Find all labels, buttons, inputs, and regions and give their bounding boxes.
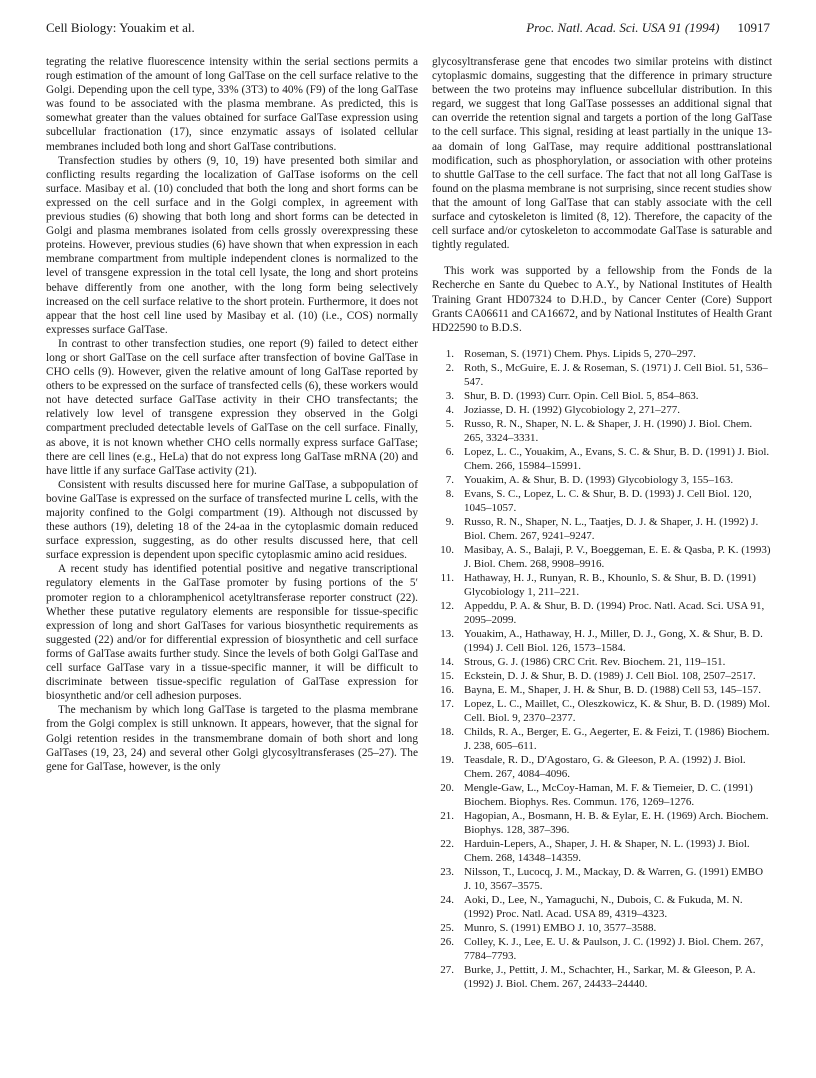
reference-number: 2. bbox=[445, 361, 454, 374]
reference-number: 15. bbox=[440, 669, 454, 682]
reference-text: Burke, J., Pettitt, J. M., Schachter, H., Sarkar, M. & Gleeson, P. A. (1992) J. Biol. Chem. 267, 24433–24440. bbox=[464, 963, 756, 990]
reference-item bbox=[432, 809, 772, 837]
paragraph-continuation: glycosyltransferase gene that encodes two similar proteins with distinct cytoplasmic domains, suggesting that the difference in primary structure between the two proteins may influence subcellular distribution. In this regard, we suggest that long GalTase possesses an additional signal that can override the retention signal and targets a portion of the long GalTase to the cell surface. This signal, residing at least partially in the unique 13-aa domain of long GalTase, may require additional posttranslational modification, such as phosphorylation, or association with other proteins to shuttle GalTase to the cell surface. The fact that not all long GalTase is found on the plasma membrane is not surprising, since recent studies show that the amount of long GalTase that can stably associate with the cell surface and cytoskeleton is limited (8, 12). Therefore, the capacity of the cell surface and/or cytoskeleton to accommodate GalTase is saturable and tightly regulated. bbox=[432, 56, 772, 252]
reference-number: 10. bbox=[440, 543, 454, 556]
reference-text: Munro, S. (1991) EMBO J. 10, 3577–3588. bbox=[464, 921, 657, 934]
reference-number: 7. bbox=[445, 473, 454, 486]
paragraph-transfection-studies: Transfection studies by others (9, 10, 19) have presented both similar and conflicting results regarding the localization of GalTase isoforms on the cell surface. Masibay et al. (10) concluded that both the long and short forms can be expressed on the cell surface and in the Golgi complex, in agreement with previous studies (6) showing that both long and short forms can be detected in Golgi and plasma membranes isolated from cells grossly overexpressing these proteins. However, previous studies (6) have shown that when expression in each membrane compartment from multiple independent clones is normalized to the level of transgene expression in the total cell lysate, the long and short proteins behave differently from one another, with the long form being selectively increased on the cell surface relative to the short protein. Furthermore, it does not appear that the host cell line used by Masibay et al. (10) (i.e., COS) normally expresses surface GalTase. bbox=[46, 154, 418, 336]
reference-text: Harduin-Lepers, A., Shaper, J. H. & Shaper, N. L. (1993) J. Biol. Chem. 268, 14348–14359. bbox=[464, 837, 750, 864]
reference-text: Youakim, A., Hathaway, H. J., Miller, D. J., Gong, X. & Shur, B. D. (1994) J. Cell Biol. 126, 1573–1584. bbox=[464, 627, 763, 654]
reference-item bbox=[432, 753, 772, 781]
paragraph-regulatory-elements: A recent study has identified potential positive and negative transcriptional regulatory elements in the GalTase promoter by fusing portions of the 5′ promoter region to a chloramphenicol acetyltransferase reporter construct (22). Whether these putative regulatory elements are responsible for tissue-specific expression of long and short GalTases for various biosynthetic requirements as suggested (22) and/or for differential expression of biosynthetic and cell surface forms of GalTase awaits further study. Since the levels of both Golgi GalTase and cell surface GalTase vary in a tissue-specific manner, it will be difficult to discriminate between tissue-specific regulation of GalTase expression for biosynthetic and/or cell adhesion purposes. bbox=[46, 563, 418, 703]
reference-text: Teasdale, R. D., D'Agostaro, G. & Gleeson, P. A. (1992) J. Biol. Chem. 267, 4084–4096. bbox=[464, 753, 746, 780]
reference-text: Nilsson, T., Lucocq, J. M., Mackay, D. & Warren, G. (1991) EMBO J. 10, 3567–3575. bbox=[464, 865, 764, 892]
reference-item bbox=[432, 571, 772, 599]
reference-number: 3. bbox=[445, 389, 454, 402]
reference-number: 21. bbox=[440, 809, 454, 822]
reference-item bbox=[432, 347, 772, 361]
reference-number: 25. bbox=[440, 921, 454, 934]
reference-number: 18. bbox=[440, 725, 454, 738]
reference-item bbox=[432, 389, 772, 403]
page-number: 10917 bbox=[737, 20, 770, 35]
paragraph-cho-cells: In contrast to other transfection studies, one report (9) failed to detect either long or short GalTase on the cell surface after transfection of bovine GalTase in CHO cells (9). However, given the relative amount of long GalTase reported by others to be expressed on the surface of transfected cells (6), these workers would not have detected surface GalTase activity in their CHO transfectants; the relatively low level of transgene expression they observed in the Golgi compartment precluded detectable levels of GalTase on the cell surface. Finally, as above, it is not known whether CHO cells normally express surface GalTase; there are cell lines (e.g., HeLa) that do not express long GalTase mRNA (20) and have little if any surface GalTase activity (21). bbox=[46, 337, 418, 477]
reference-number: 8. bbox=[445, 487, 454, 500]
reference-number: 23. bbox=[440, 865, 454, 878]
reference-item bbox=[432, 697, 772, 725]
reference-text: Roseman, S. (1971) Chem. Phys. Lipids 5, 270–297. bbox=[464, 347, 696, 360]
reference-text: Joziasse, D. H. (1992) Glycobiology 2, 271–277. bbox=[464, 403, 681, 416]
reference-item bbox=[432, 361, 772, 389]
reference-text: Strous, G. J. (1986) CRC Crit. Rev. Biochem. 21, 119–151. bbox=[464, 655, 726, 668]
reference-number: 19. bbox=[440, 753, 454, 766]
reference-text: Appeddu, P. A. & Shur, B. D. (1994) Proc. Natl. Acad. Sci. USA 91, 2095–2099. bbox=[464, 599, 765, 626]
paragraph-targeting-mechanism: The mechanism by which long GalTase is targeted to the plasma membrane from the Golgi complex is still unknown. It appears, however, that the signal for Golgi retention resides in the transmembrane domain of both short and long GalTases (19, 23, 24) and several other Golgi glycosyltransferases (25–27). The gene for GalTase, however, is the only bbox=[46, 704, 418, 773]
reference-item bbox=[432, 417, 772, 445]
reference-text: Aoki, D., Lee, N., Yamaguchi, N., Dubois, C. & Fukuda, M. N. (1992) Proc. Natl. Acad. USA 89, 4319–4323. bbox=[464, 893, 743, 920]
reference-item bbox=[432, 865, 772, 893]
reference-item bbox=[432, 683, 772, 697]
reference-number: 6. bbox=[445, 445, 454, 458]
reference-text: Russo, R. N., Shaper, N. L., Taatjes, D. J. & Shaper, J. H. (1992) J. Biol. Chem. 267, 9241–9247. bbox=[464, 515, 759, 542]
reference-number: 16. bbox=[440, 683, 454, 696]
reference-number: 26. bbox=[440, 935, 454, 948]
reference-item bbox=[432, 963, 772, 991]
reference-item bbox=[432, 515, 772, 543]
left-column bbox=[46, 55, 418, 774]
reference-item bbox=[432, 893, 772, 921]
reference-item bbox=[432, 403, 772, 417]
reference-text: Evans, S. C., Lopez, L. C. & Shur, B. D. (1993) J. Cell Biol. 120, 1045–1057. bbox=[464, 487, 752, 514]
reference-text: Eckstein, D. J. & Shur, B. D. (1989) J. Cell Biol. 108, 2507–2517. bbox=[464, 669, 756, 682]
journal-citation: Proc. Natl. Acad. Sci. USA 91 (1994) bbox=[526, 20, 720, 35]
reference-text: Roth, S., McGuire, E. J. & Roseman, S. (1971) J. Cell Biol. 51, 536–547. bbox=[464, 361, 768, 388]
reference-number: 14. bbox=[440, 655, 454, 668]
running-header bbox=[46, 20, 770, 40]
reference-item bbox=[432, 473, 772, 487]
reference-item bbox=[432, 921, 772, 935]
reference-item bbox=[432, 781, 772, 809]
reference-text: Youakim, A. & Shur, B. D. (1993) Glycobiology 3, 155–163. bbox=[464, 473, 734, 486]
reference-number: 27. bbox=[440, 963, 454, 976]
reference-number: 9. bbox=[445, 515, 454, 528]
reference-text: Lopez, L. C., Maillet, C., Oleszkowicz, K. & Shur, B. D. (1989) Mol. Cell. Biol. 9, 2370–2377. bbox=[464, 697, 770, 724]
reference-item bbox=[432, 543, 772, 571]
reference-number: 12. bbox=[440, 599, 454, 612]
reference-number: 11. bbox=[440, 571, 454, 584]
reference-text: Shur, B. D. (1993) Curr. Opin. Cell Biol. 5, 854–863. bbox=[464, 389, 699, 402]
reference-text: Bayna, E. M., Shaper, J. H. & Shur, B. D. (1988) Cell 53, 145–157. bbox=[464, 683, 762, 696]
reference-number: 22. bbox=[440, 837, 454, 850]
reference-number: 24. bbox=[440, 893, 454, 906]
reference-list bbox=[432, 347, 772, 991]
reference-number: 20. bbox=[440, 781, 454, 794]
reference-item bbox=[432, 627, 772, 655]
reference-number: 5. bbox=[445, 417, 454, 430]
reference-text: Masibay, A. S., Balaji, P. V., Boeggeman, E. E. & Qasba, P. K. (1993) J. Biol. Chem. 268, 9908–9916. bbox=[464, 543, 771, 570]
header-section-authors: Cell Biology: Youakim et al. bbox=[46, 20, 195, 35]
reference-number: 13. bbox=[440, 627, 454, 640]
reference-number: 4. bbox=[445, 403, 454, 416]
right-column bbox=[432, 55, 772, 991]
reference-item bbox=[432, 935, 772, 963]
reference-item bbox=[432, 487, 772, 515]
header-journal-info bbox=[526, 20, 770, 36]
reference-item bbox=[432, 725, 772, 753]
paragraph-continued: tegrating the relative fluorescence intensity within the serial sections permits a rough estimation of the amount of long GalTase on the cell surface relative to the Golgi. Depending upon the cell type, 33% (3T3) to 40% (F9) of the long GalTase was found to be associated with the plasma membrane. As predicted, this is somewhat greater than the values obtained for surface GalTase expression using subcellular fractionation (17), since enzymatic assays of isolated cellular membranes included both long and short GalTase contributions. bbox=[46, 56, 418, 153]
reference-text: Russo, R. N., Shaper, N. L. & Shaper, J. H. (1990) J. Biol. Chem. 265, 3324–3331. bbox=[464, 417, 753, 444]
reference-text: Mengle-Gaw, L., McCoy-Haman, M. F. & Tiemeier, D. C. (1991) Biochem. Biophys. Res. Commun. 176, 1269–1276. bbox=[464, 781, 753, 808]
reference-item bbox=[432, 599, 772, 627]
reference-text: Childs, R. A., Berger, E. G., Aegerter, E. & Feizi, T. (1986) Biochem. J. 238, 605–611. bbox=[464, 725, 770, 752]
reference-text: Colley, K. J., Lee, E. U. & Paulson, J. C. (1992) J. Biol. Chem. 267, 7784–7793. bbox=[464, 935, 764, 962]
reference-text: Lopez, L. C., Youakim, A., Evans, S. C. & Shur, B. D. (1991) J. Biol. Chem. 266, 15984–15991. bbox=[464, 445, 770, 472]
paragraph-bovine-galtase: Consistent with results discussed here for murine GalTase, a subpopulation of bovine GalTase is expressed on the surface of transfected murine L cells, with the majority confined to the Golgi compartment (19). Although not discussed by these authors (19), deleting 18 of the 24-aa in the cytoplasmic domain reduced surface expression, suggesting, as do other results discussed here, that cell surface expression is dependent upon specific cytoplasmic amino acid residues. bbox=[46, 478, 418, 562]
reference-number: 17. bbox=[440, 697, 454, 710]
reference-item bbox=[432, 655, 772, 669]
reference-text: Hagopian, A., Bosmann, H. B. & Eylar, E. H. (1969) Arch. Biochem. Biophys. 128, 387–396. bbox=[464, 809, 769, 836]
reference-item bbox=[432, 669, 772, 683]
reference-item bbox=[432, 445, 772, 473]
reference-item bbox=[432, 837, 772, 865]
reference-text: Hathaway, H. J., Runyan, R. B., Khounlo, S. & Shur, B. D. (1991) Glycobiology 1, 211–221. bbox=[464, 571, 756, 598]
reference-number: 1. bbox=[445, 347, 454, 360]
acknowledgment: This work was supported by a fellowship from the Fonds de la Recherche en Sante du Quebec to A.Y., by National Institutes of Health Training Grant HD07324 to D.H.D., by Cancer Center (Core) Support Grants CA06611 and CA16672, and by National Institutes of Health Grant HD22590 to B.D.S. bbox=[432, 265, 772, 334]
